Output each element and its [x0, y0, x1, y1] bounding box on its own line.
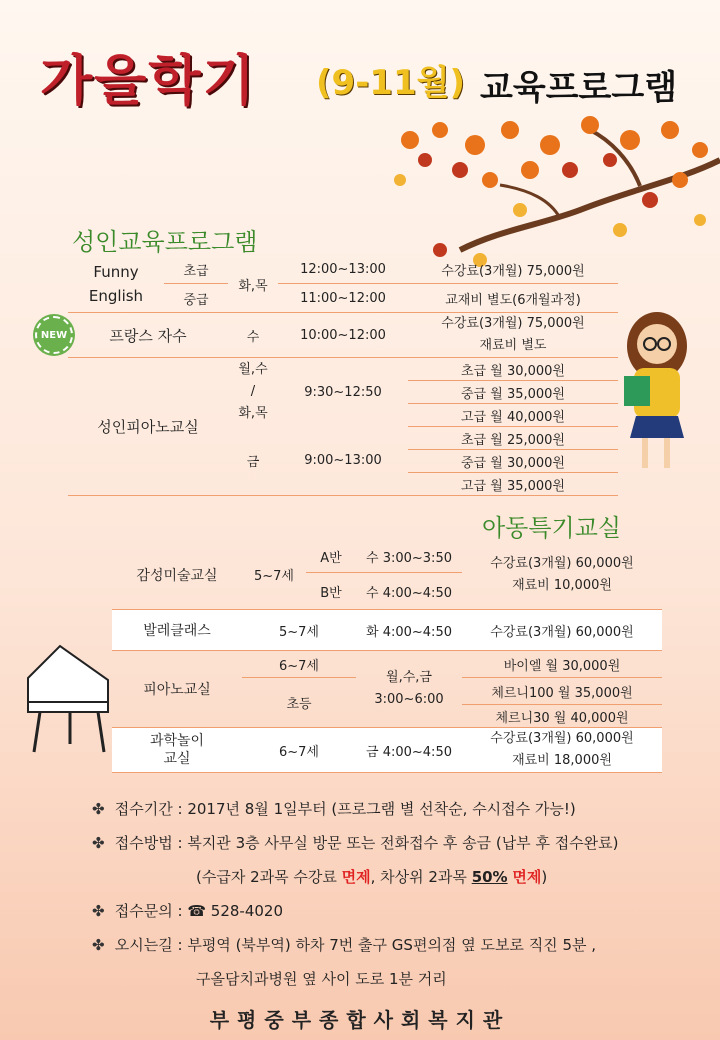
program-name: Funny [93, 263, 139, 281]
info-row [92, 826, 619, 860]
age: 초등 [242, 678, 356, 728]
program-name: 감성미술교실 [112, 540, 242, 610]
discount-text: , 차상위 2과목 [370, 868, 472, 886]
level: 초급 [164, 256, 228, 284]
info-method: 접수방법 : 복지관 3층 사무실 방문 또는 전화접수 후 송금 (납부 후 접수완료) [114, 834, 619, 852]
fee: 고급 월 35,000원 [408, 473, 618, 496]
days: 월,수,금 [386, 670, 432, 685]
info-contact: 접수문의 : ☎ 528-4020 [114, 902, 284, 920]
days: 화,목 [228, 256, 278, 313]
program-name: 발레클래스 [112, 610, 242, 651]
table-row [112, 610, 662, 651]
days: 월,수 [238, 362, 268, 378]
teacher-illustration [612, 308, 702, 478]
info-period: 접수기간 : 2017년 8월 1일부터 (프로그램 별 선착순, 수시접수 가능!) [114, 800, 576, 818]
fee: 초급 월 25,000원 [408, 427, 618, 450]
kids-section-heading: 아동특기교실 [482, 514, 622, 542]
program-name: 피아노교실 [112, 651, 242, 728]
fee: 고급 월 40,000원 [408, 404, 618, 427]
table-row [112, 651, 662, 678]
info-row [92, 894, 619, 928]
time: 11:00~12:00 [278, 284, 408, 313]
info-directions: 오시는길 : 부평역 (북부역) 하차 7번 출구 GS편의점 옆 도보로 직진 5분 , [114, 936, 597, 954]
fee: 재료비 10,000원 [512, 577, 612, 593]
title-main: 가을학기 [40, 48, 257, 112]
age: 6~7세 [242, 651, 356, 678]
program-name: English [88, 287, 144, 305]
class: A반 [306, 540, 356, 573]
clover-icon: ✤ [92, 800, 105, 818]
fee: 수강료(3개월) 60,000원 [462, 610, 662, 651]
footer-organization: 부평중부종합사회복지관 [209, 1008, 511, 1032]
adult-program-table [68, 256, 618, 496]
time: 10:00~12:00 [278, 313, 408, 358]
fee: 재료비 18,000원 [512, 753, 612, 768]
days: 수 [228, 313, 278, 358]
table-row [68, 313, 618, 358]
fee: 수강료(3개월) 75,000원 [441, 316, 585, 331]
info-row [92, 792, 619, 826]
clover-icon: ✤ [92, 902, 105, 920]
piano-illustration [20, 640, 116, 760]
fee: 중급 월 35,000원 [408, 381, 618, 404]
info-row [92, 928, 619, 962]
time: 9:00~13:00 [278, 427, 408, 496]
program-name: 과학놀이 [149, 733, 205, 749]
autumn-branch-illustration [380, 100, 720, 280]
discount-highlight: 면제 [341, 868, 371, 886]
discount-text: (수급자 2과목 수강료 [196, 868, 342, 886]
new-badge: NEW [35, 316, 73, 354]
table-row [68, 358, 618, 381]
fee: 수강료(3개월) 60,000원 [490, 555, 634, 571]
fee: 재료비 별도 [479, 338, 547, 353]
age: 5~7세 [242, 540, 306, 610]
fee: 수강료(3개월) 75,000원 [408, 256, 618, 284]
fee: 초급 월 30,000원 [408, 358, 618, 381]
table-row [68, 256, 618, 284]
program-name: 교실 [163, 751, 191, 767]
fee: 체르니30 월 40,000원 [462, 705, 662, 728]
time: 금 4:00~4:50 [356, 728, 462, 773]
fee: 중급 월 30,000원 [408, 450, 618, 473]
age: 6~7세 [242, 728, 356, 773]
time: 9:30~12:50 [304, 384, 382, 400]
clover-icon: ✤ [92, 936, 105, 954]
fee: 바이엘 월 30,000원 [462, 651, 662, 678]
program-name: 프랑스 자수 [68, 313, 228, 358]
fee: 교재비 별도(6개월과정) [408, 284, 618, 313]
time: 3:00~6:00 [374, 692, 444, 707]
days-separator: / [250, 384, 256, 400]
info-row [92, 962, 619, 996]
fee: 수강료(3개월) 60,000원 [490, 731, 634, 746]
fee: 체르니100 월 35,000원 [462, 678, 662, 705]
table-row [112, 728, 662, 773]
discount-percent: 50% [471, 868, 508, 886]
info-block [92, 792, 619, 996]
title-tail: 교육프로그램 [480, 68, 678, 108]
title-sub: (9-11월) [316, 63, 466, 103]
days: 금 [228, 427, 278, 496]
info-directions: 구올담치과병원 옆 사이 도로 1분 거리 [196, 970, 447, 988]
program-name: 성인피아노교실 [68, 358, 228, 496]
discount-text: ) [541, 868, 548, 886]
class: B반 [306, 573, 356, 610]
days: 화,목 [238, 406, 268, 422]
info-row [92, 860, 619, 894]
table-row [112, 540, 662, 573]
time: 화 4:00~4:50 [356, 610, 462, 651]
clover-icon: ✤ [92, 834, 105, 852]
level: 중급 [164, 284, 228, 313]
age: 5~7세 [242, 610, 356, 651]
time: 수 4:00~4:50 [356, 573, 462, 610]
kids-program-table [112, 540, 662, 773]
adult-section-heading: 성인교육프로그램 [72, 228, 258, 256]
time: 수 3:00~3:50 [356, 540, 462, 573]
time: 12:00~13:00 [278, 256, 408, 284]
discount-highlight: 면제 [512, 868, 542, 886]
